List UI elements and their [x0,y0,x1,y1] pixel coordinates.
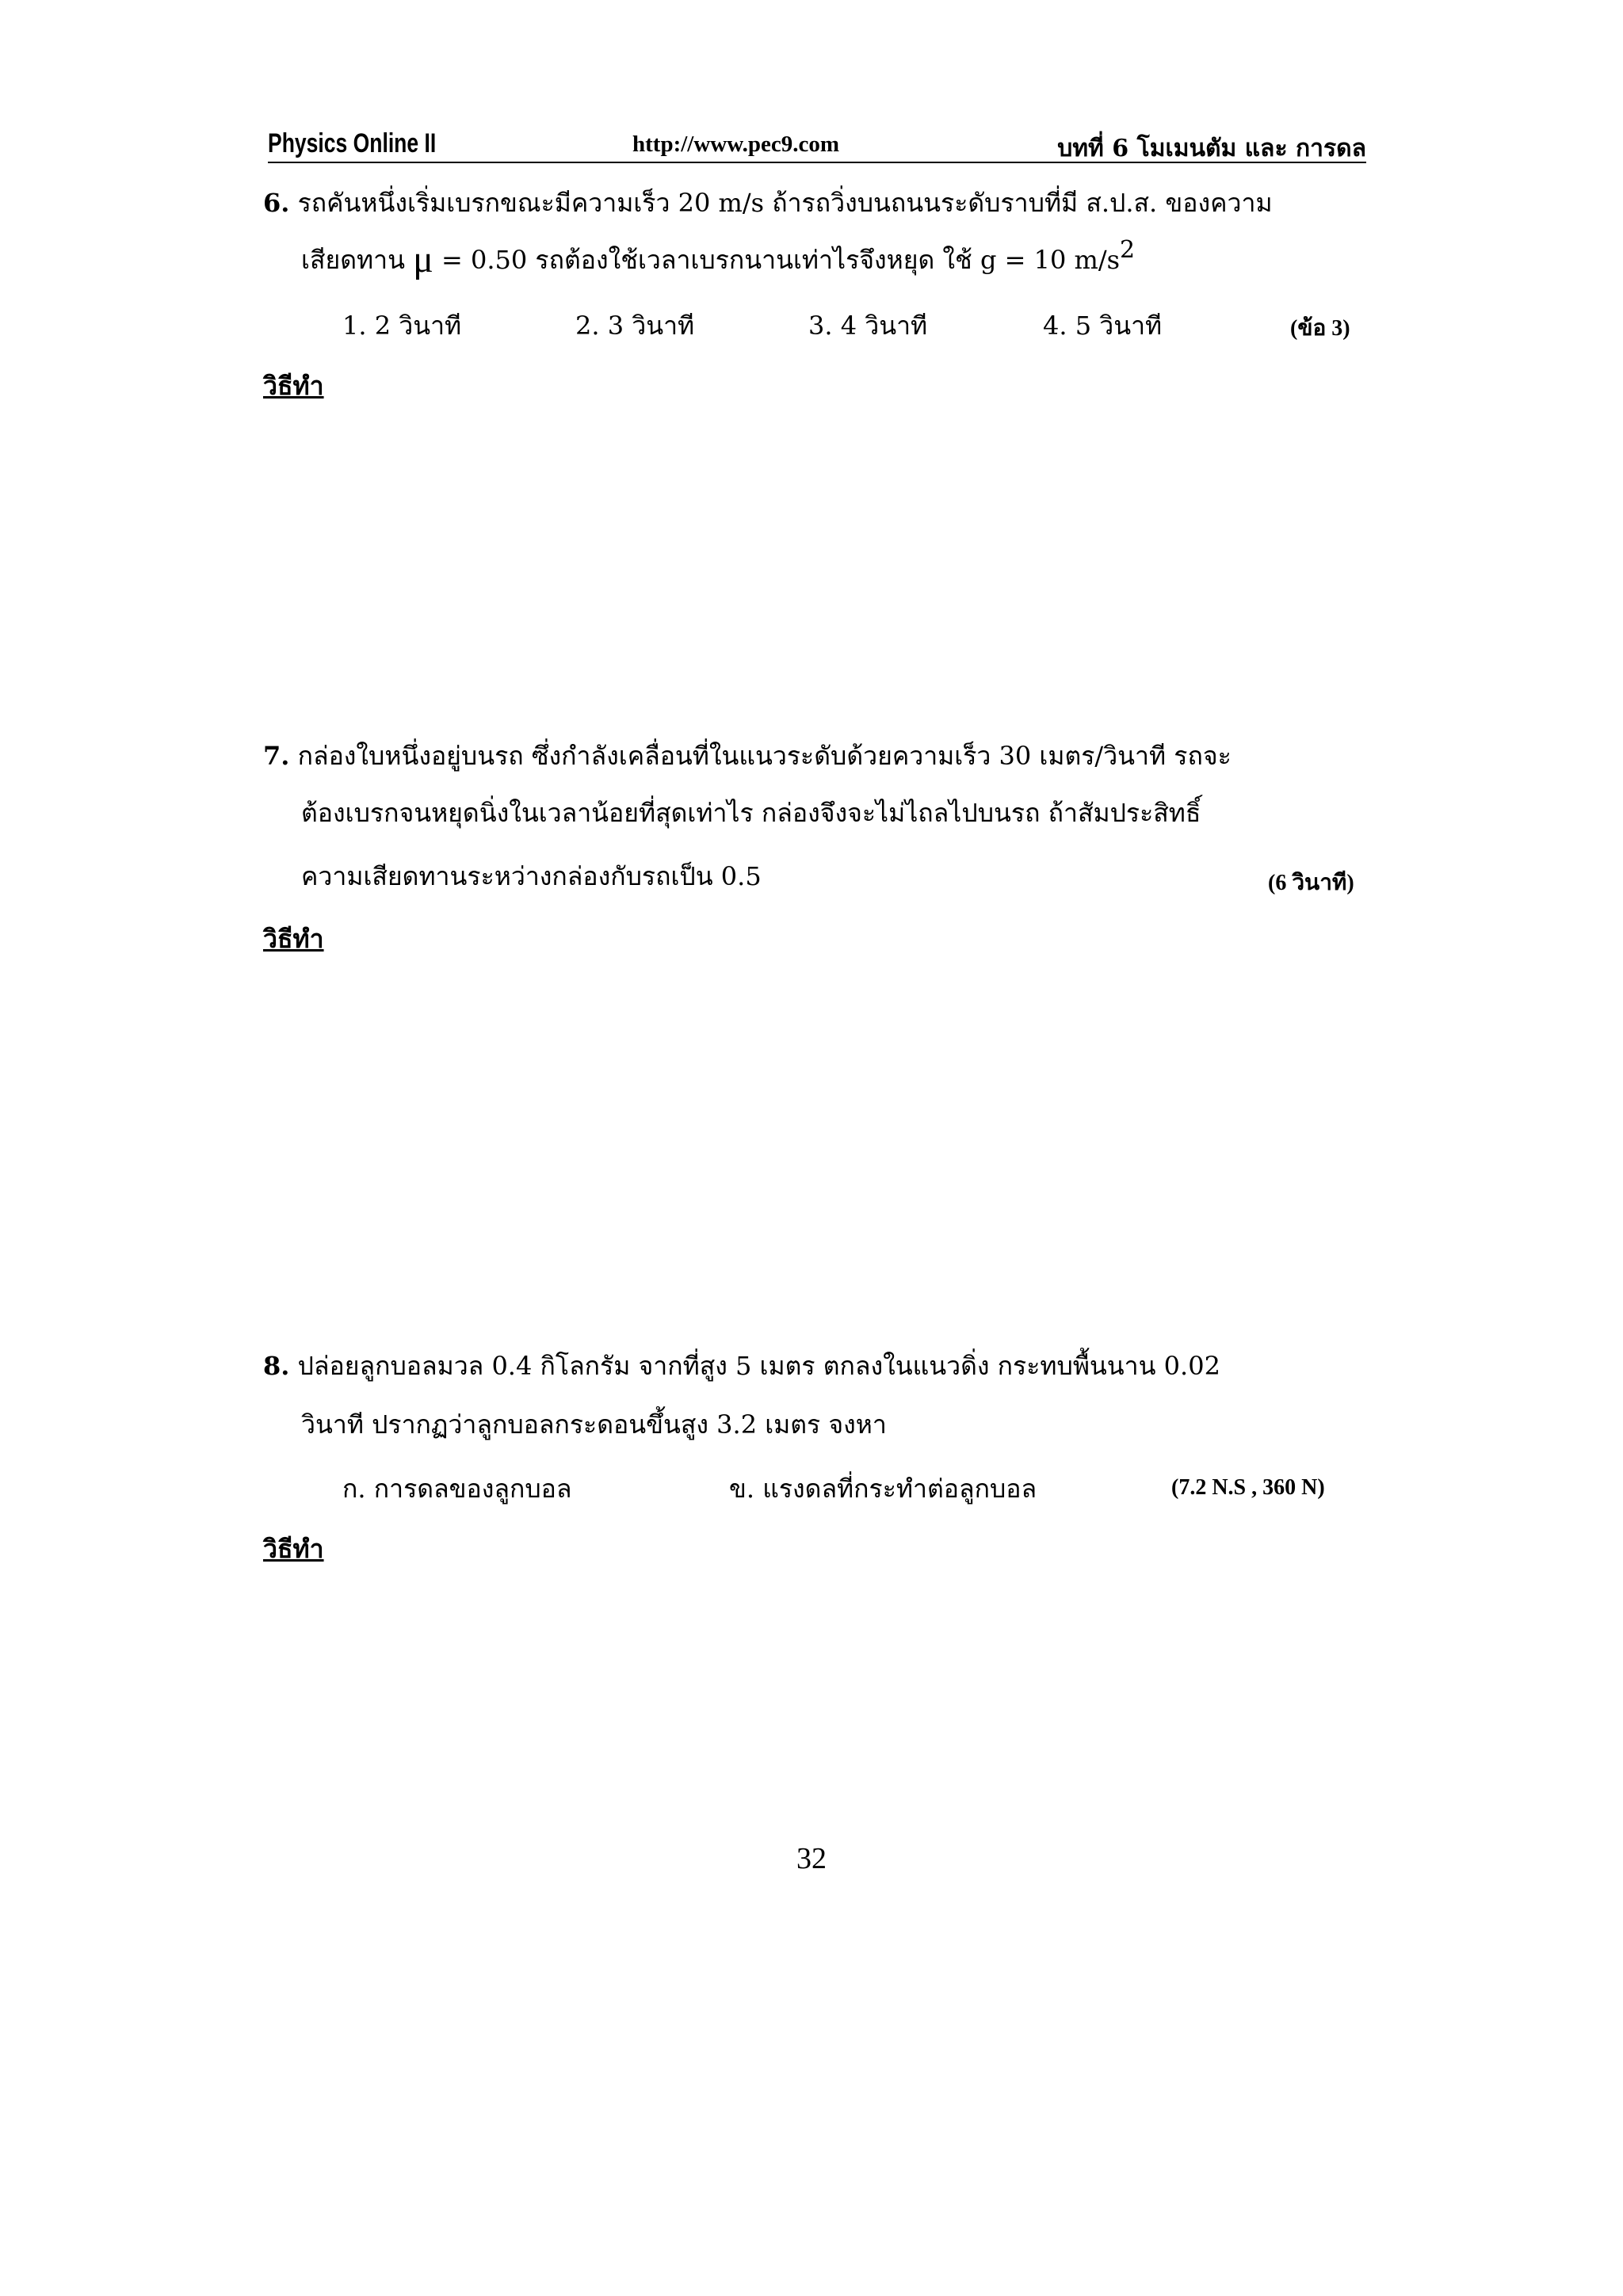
q8-number: 8. [263,1351,290,1381]
header-chapter: บทที่ 6 โมเมนตัม และ การดล [1057,135,1366,162]
q7-text-line1: กล่องใบหนึ่งอยู่บนรถ ซึ่งกำลังเคลื่อนที่ในแนวระดับด้วยความเร็ว 30 เมตร/วินาที รถจะ [297,741,1232,771]
header-brand: Physics Online II [268,128,437,158]
q8-line2: วินาที ปรากฏว่าลูกบอลกระดอนขึ้นสูง 3.2 เมตร จงหา [301,1409,887,1440]
page-header [268,127,1366,163]
q7-answer: (6 วินาที) [1268,871,1354,895]
q6-number: 6. [263,188,290,218]
q6-exponent: 2 [1120,236,1136,264]
q6-option-1: 1. 2 วินาที [342,311,462,341]
header-url[interactable]: http://www.pec9.com [632,132,839,157]
q7-number: 7. [263,741,290,771]
mu-symbol: μ [413,238,433,280]
q8-part-b: ข. แรงดลที่กระทำต่อลูกบอล [729,1474,1037,1504]
q6-answer: (ข้อ 3) [1290,316,1350,341]
q8-answer: (7.2 N.S , 360 N) [1171,1475,1325,1500]
q6-option-2: 2. 3 วินาที [575,311,695,341]
q8-part-a: ก. การดลของลูกบอล [342,1474,572,1504]
q6-option-4: 4. 5 วินาที [1043,311,1163,341]
page-number: 32 [796,1842,827,1875]
q6-text-line2-pre: เสียดทาน [301,245,414,275]
q6-line1 [263,185,1273,220]
q7-line2: ต้องเบรกจนหยุดนิ่งในเวลาน้อยที่สุดเท่าไร กล่องจึงจะไม่ไถลไปบนรถ ถ้าสัมประสิทธิ์ [301,798,1201,828]
q6-method-label: วิธีทำ [263,371,324,401]
q7-line3: ความเสียดทานระหว่างกล่องกับรถเป็น 0.5 [301,861,762,891]
q8-method-label: วิธีทำ [263,1534,324,1564]
q6-option-3: 3. 4 วินาที [808,311,928,341]
q7-line1 [263,738,1232,773]
q6-line2 [301,236,1136,280]
q6-text-line2-mid: = 0.50 รถต้องใช้เวลาเบรกนานเท่าไรจึงหยุด ใช้ g = 10 m/s [433,245,1121,275]
q6-text-line1: รถคันหนึ่งเริ่มเบรกขณะมีความเร็ว 20 m/s ถ้ารถวิ่งบนถนนระดับราบที่มี ส.ป.ส. ของความ [297,188,1273,218]
q8-text-line1: ปล่อยลูกบอลมวล 0.4 กิโลกรัม จากที่สูง 5 เมตร ตกลงในแนวดิ่ง กระทบพื้นนาน 0.02 [297,1351,1220,1381]
q8-line1 [263,1348,1220,1383]
q7-method-label: วิธีทำ [263,924,324,954]
